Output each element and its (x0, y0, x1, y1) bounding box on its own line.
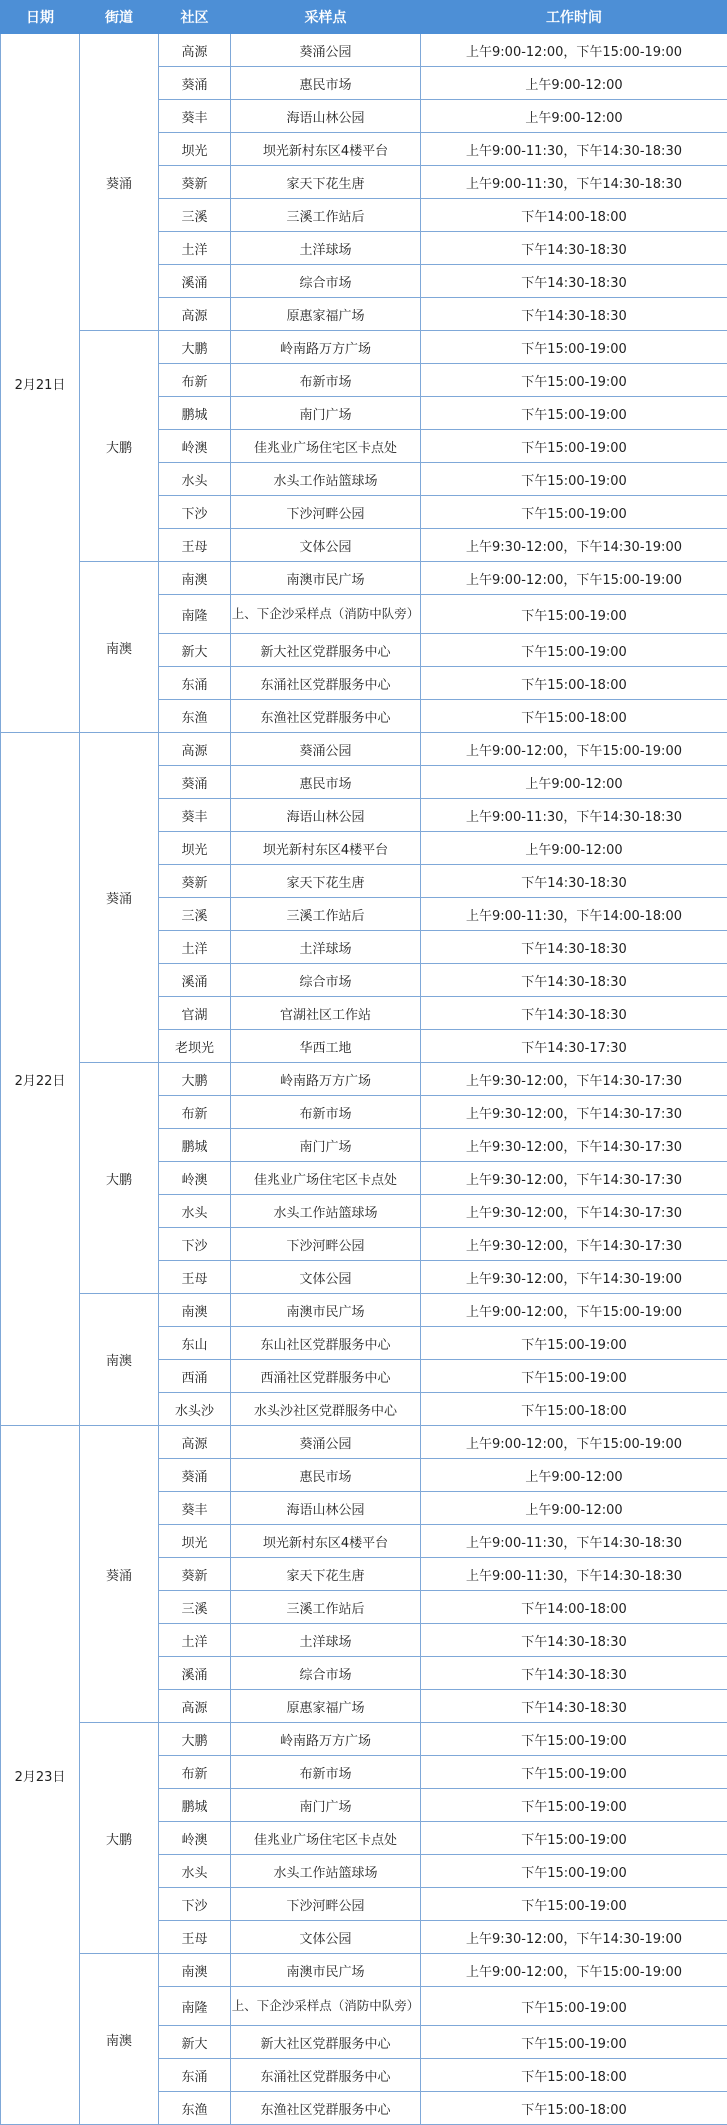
time-cell: 上午9:00-12:00，下午15:00-19:00 (421, 1954, 727, 1987)
time-cell: 下午15:00-19:00 (421, 1723, 727, 1756)
time-cell: 上午9:00-12:00 (421, 100, 727, 133)
time-cell: 下午15:00-19:00 (421, 1789, 727, 1822)
community-cell: 水头 (159, 1855, 231, 1888)
time-cell: 上午9:30-12:00，下午14:30-17:30 (421, 1162, 727, 1195)
site-cell: 岭南路万方广场 (231, 1063, 421, 1096)
community-cell: 南隆 (159, 1987, 231, 2026)
community-cell: 下沙 (159, 496, 231, 529)
community-cell: 葵新 (159, 865, 231, 898)
community-cell: 土洋 (159, 232, 231, 265)
header-site: 采样点 (231, 1, 421, 34)
community-cell: 葵涌 (159, 1459, 231, 1492)
street-cell: 南澳 (80, 562, 159, 733)
community-cell: 高源 (159, 34, 231, 67)
community-cell: 葵新 (159, 1558, 231, 1591)
time-cell: 上午9:00-11:30，下午14:30-18:30 (421, 799, 727, 832)
site-cell: 坝光新村东区4楼平台 (231, 832, 421, 865)
time-cell: 上午9:00-11:30，下午14:30-18:30 (421, 1525, 727, 1558)
street-cell: 大鹏 (80, 1723, 159, 1954)
community-cell: 三溪 (159, 898, 231, 931)
table-row (1, 1426, 727, 1459)
community-cell: 岭澳 (159, 1162, 231, 1195)
time-cell: 下午15:00-19:00 (421, 1987, 727, 2026)
community-cell: 南澳 (159, 562, 231, 595)
time-cell: 下午15:00-19:00 (421, 1327, 727, 1360)
site-cell: 官湖社区工作站 (231, 997, 421, 1030)
site-cell: 土洋球场 (231, 931, 421, 964)
table-row (1, 1063, 727, 1096)
community-cell: 葵新 (159, 166, 231, 199)
time-cell: 下午15:00-19:00 (421, 463, 727, 496)
community-cell: 东涌 (159, 2059, 231, 2092)
site-cell: 海语山林公园 (231, 799, 421, 832)
time-cell: 下午15:00-19:00 (421, 397, 727, 430)
site-cell: 文体公园 (231, 529, 421, 562)
site-cell: 布新市场 (231, 1756, 421, 1789)
site-cell: 文体公园 (231, 1921, 421, 1954)
site-cell: 上、下企沙采样点（消防中队旁） (231, 595, 421, 634)
time-cell: 上午9:00-12:00，下午15:00-19:00 (421, 562, 727, 595)
time-cell: 下午15:00-19:00 (421, 496, 727, 529)
time-cell: 下午14:30-18:30 (421, 1657, 727, 1690)
site-cell: 南门广场 (231, 1789, 421, 1822)
date-cell: 2月21日 (1, 34, 80, 733)
community-cell: 南澳 (159, 1954, 231, 1987)
site-cell: 下沙河畔公园 (231, 1888, 421, 1921)
site-cell: 布新市场 (231, 364, 421, 397)
street-cell: 大鹏 (80, 1063, 159, 1294)
site-cell: 上、下企沙采样点（消防中队旁） (231, 1987, 421, 2026)
community-cell: 南澳 (159, 1294, 231, 1327)
time-cell: 下午14:30-18:30 (421, 997, 727, 1030)
table-row (1, 1723, 727, 1756)
community-cell: 土洋 (159, 931, 231, 964)
site-cell: 东涌社区党群服务中心 (231, 2059, 421, 2092)
time-cell: 下午15:00-19:00 (421, 595, 727, 634)
site-cell: 家天下花生唐 (231, 166, 421, 199)
time-cell: 下午14:30-18:30 (421, 265, 727, 298)
community-cell: 水头 (159, 463, 231, 496)
time-cell: 下午15:00-19:00 (421, 1822, 727, 1855)
time-cell: 下午14:30-18:30 (421, 865, 727, 898)
time-cell: 上午9:30-12:00，下午14:30-17:30 (421, 1096, 727, 1129)
community-cell: 溪涌 (159, 265, 231, 298)
community-cell: 葵涌 (159, 67, 231, 100)
site-cell: 南澳市民广场 (231, 1954, 421, 1987)
site-cell: 原惠家福广场 (231, 298, 421, 331)
community-cell: 高源 (159, 1690, 231, 1723)
community-cell: 鹏城 (159, 1129, 231, 1162)
time-cell: 下午14:30-18:30 (421, 232, 727, 265)
site-cell: 下沙河畔公园 (231, 1228, 421, 1261)
site-cell: 东渔社区党群服务中心 (231, 2092, 421, 2125)
site-cell: 坝光新村东区4楼平台 (231, 133, 421, 166)
site-cell: 下沙河畔公园 (231, 496, 421, 529)
site-cell: 家天下花生唐 (231, 865, 421, 898)
header-street: 街道 (80, 1, 159, 34)
community-cell: 溪涌 (159, 964, 231, 997)
time-cell: 上午9:00-11:30，下午14:30-18:30 (421, 1558, 727, 1591)
time-cell: 上午9:00-11:30，下午14:30-18:30 (421, 166, 727, 199)
time-cell: 下午15:00-19:00 (421, 634, 727, 667)
site-cell: 土洋球场 (231, 232, 421, 265)
site-cell: 新大社区党群服务中心 (231, 2026, 421, 2059)
community-cell: 三溪 (159, 199, 231, 232)
community-cell: 东山 (159, 1327, 231, 1360)
site-cell: 南澳市民广场 (231, 1294, 421, 1327)
community-cell: 王母 (159, 1261, 231, 1294)
community-cell: 大鹏 (159, 1723, 231, 1756)
community-cell: 坝光 (159, 133, 231, 166)
community-cell: 官湖 (159, 997, 231, 1030)
community-cell: 大鹏 (159, 331, 231, 364)
site-cell: 惠民市场 (231, 67, 421, 100)
time-cell: 上午9:30-12:00，下午14:30-17:30 (421, 1228, 727, 1261)
site-cell: 南澳市民广场 (231, 562, 421, 595)
site-cell: 三溪工作站后 (231, 199, 421, 232)
time-cell: 下午15:00-19:00 (421, 1888, 727, 1921)
time-cell: 上午9:00-12:00 (421, 1459, 727, 1492)
time-cell: 上午9:00-12:00，下午15:00-19:00 (421, 34, 727, 67)
time-cell: 上午9:00-12:00，下午15:00-19:00 (421, 1426, 727, 1459)
community-cell: 东渔 (159, 2092, 231, 2125)
time-cell: 下午15:00-18:00 (421, 700, 727, 733)
community-cell: 王母 (159, 529, 231, 562)
site-cell: 原惠家福广场 (231, 1690, 421, 1723)
table-row (1, 34, 727, 67)
site-cell: 水头工作站篮球场 (231, 1855, 421, 1888)
street-cell: 南澳 (80, 1954, 159, 2125)
time-cell: 下午14:30-17:30 (421, 1030, 727, 1063)
time-cell: 上午9:30-12:00，下午14:30-17:30 (421, 1063, 727, 1096)
community-cell: 布新 (159, 1756, 231, 1789)
time-cell: 下午14:00-18:00 (421, 199, 727, 232)
site-cell: 三溪工作站后 (231, 1591, 421, 1624)
time-cell: 下午14:30-18:30 (421, 298, 727, 331)
community-cell: 岭澳 (159, 1822, 231, 1855)
community-cell: 溪涌 (159, 1657, 231, 1690)
community-cell: 布新 (159, 364, 231, 397)
table-row (1, 1954, 727, 1987)
site-cell: 海语山林公园 (231, 1492, 421, 1525)
time-cell: 下午15:00-19:00 (421, 430, 727, 463)
time-cell: 下午15:00-19:00 (421, 1756, 727, 1789)
site-cell: 三溪工作站后 (231, 898, 421, 931)
community-cell: 葵丰 (159, 100, 231, 133)
time-cell: 下午14:30-18:30 (421, 1624, 727, 1657)
site-cell: 坝光新村东区4楼平台 (231, 1525, 421, 1558)
community-cell: 下沙 (159, 1228, 231, 1261)
site-cell: 文体公园 (231, 1261, 421, 1294)
time-cell: 上午9:00-12:00 (421, 1492, 727, 1525)
site-cell: 惠民市场 (231, 766, 421, 799)
time-cell: 下午14:30-18:30 (421, 931, 727, 964)
site-cell: 综合市场 (231, 265, 421, 298)
community-cell: 西涌 (159, 1360, 231, 1393)
time-cell: 上午9:30-12:00，下午14:30-19:00 (421, 1261, 727, 1294)
site-cell: 佳兆业广场住宅区卡点处 (231, 430, 421, 463)
time-cell: 下午15:00-19:00 (421, 2026, 727, 2059)
time-cell: 上午9:30-12:00，下午14:30-19:00 (421, 529, 727, 562)
site-cell: 海语山林公园 (231, 100, 421, 133)
community-cell: 东涌 (159, 667, 231, 700)
community-cell: 高源 (159, 733, 231, 766)
table-header (1, 1, 727, 34)
site-cell: 水头沙社区党群服务中心 (231, 1393, 421, 1426)
time-cell: 下午15:00-19:00 (421, 1855, 727, 1888)
table-row (1, 733, 727, 766)
time-cell: 下午14:30-18:30 (421, 964, 727, 997)
site-cell: 土洋球场 (231, 1624, 421, 1657)
community-cell: 岭澳 (159, 430, 231, 463)
header-community: 社区 (159, 1, 231, 34)
site-cell: 综合市场 (231, 1657, 421, 1690)
community-cell: 大鹏 (159, 1063, 231, 1096)
time-cell: 上午9:00-11:30，下午14:00-18:00 (421, 898, 727, 931)
date-cell: 2月22日 (1, 733, 80, 1426)
community-cell: 坝光 (159, 1525, 231, 1558)
community-cell: 葵丰 (159, 799, 231, 832)
table-row (1, 1294, 727, 1327)
site-cell: 水头工作站篮球场 (231, 463, 421, 496)
community-cell: 坝光 (159, 832, 231, 865)
table-body (1, 34, 727, 2125)
site-cell: 南门广场 (231, 1129, 421, 1162)
time-cell: 下午14:00-18:00 (421, 1591, 727, 1624)
community-cell: 水头 (159, 1195, 231, 1228)
community-cell: 南隆 (159, 595, 231, 634)
street-cell: 葵涌 (80, 34, 159, 331)
time-cell: 上午9:00-12:00 (421, 67, 727, 100)
time-cell: 上午9:00-12:00 (421, 766, 727, 799)
street-cell: 大鹏 (80, 331, 159, 562)
street-cell: 葵涌 (80, 1426, 159, 1723)
site-cell: 东涌社区党群服务中心 (231, 667, 421, 700)
site-cell: 综合市场 (231, 964, 421, 997)
time-cell: 下午15:00-18:00 (421, 667, 727, 700)
community-cell: 高源 (159, 1426, 231, 1459)
site-cell: 惠民市场 (231, 1459, 421, 1492)
site-cell: 岭南路万方广场 (231, 1723, 421, 1756)
site-cell: 东渔社区党群服务中心 (231, 700, 421, 733)
time-cell: 下午15:00-18:00 (421, 1393, 727, 1426)
street-cell: 葵涌 (80, 733, 159, 1063)
community-cell: 葵涌 (159, 766, 231, 799)
time-cell: 下午15:00-18:00 (421, 2092, 727, 2125)
site-cell: 西涌社区党群服务中心 (231, 1360, 421, 1393)
site-cell: 新大社区党群服务中心 (231, 634, 421, 667)
time-cell: 上午9:30-12:00，下午14:30-17:30 (421, 1195, 727, 1228)
community-cell: 鹏城 (159, 1789, 231, 1822)
time-cell: 下午14:30-18:30 (421, 1690, 727, 1723)
time-cell: 下午15:00-19:00 (421, 331, 727, 364)
site-cell: 南门广场 (231, 397, 421, 430)
time-cell: 下午15:00-19:00 (421, 364, 727, 397)
site-cell: 水头工作站篮球场 (231, 1195, 421, 1228)
header-row (1, 1, 727, 34)
time-cell: 下午15:00-19:00 (421, 1360, 727, 1393)
street-cell: 南澳 (80, 1294, 159, 1426)
community-cell: 葵丰 (159, 1492, 231, 1525)
site-cell: 葵涌公园 (231, 733, 421, 766)
community-cell: 新大 (159, 634, 231, 667)
time-cell: 上午9:00-11:30，下午14:30-18:30 (421, 133, 727, 166)
date-cell: 2月23日 (1, 1426, 80, 2125)
site-cell: 佳兆业广场住宅区卡点处 (231, 1822, 421, 1855)
header-date: 日期 (1, 1, 80, 34)
time-cell: 上午9:30-12:00，下午14:30-19:00 (421, 1921, 727, 1954)
table-row (1, 562, 727, 595)
time-cell: 下午15:00-18:00 (421, 2059, 727, 2092)
site-cell: 华西工地 (231, 1030, 421, 1063)
community-cell: 土洋 (159, 1624, 231, 1657)
community-cell: 水头沙 (159, 1393, 231, 1426)
community-cell: 鹏城 (159, 397, 231, 430)
site-cell: 葵涌公园 (231, 34, 421, 67)
community-cell: 下沙 (159, 1888, 231, 1921)
community-cell: 东渔 (159, 700, 231, 733)
site-cell: 家天下花生唐 (231, 1558, 421, 1591)
community-cell: 高源 (159, 298, 231, 331)
site-cell: 葵涌公园 (231, 1426, 421, 1459)
site-cell: 东山社区党群服务中心 (231, 1327, 421, 1360)
table-row (1, 331, 727, 364)
site-cell: 布新市场 (231, 1096, 421, 1129)
community-cell: 王母 (159, 1921, 231, 1954)
community-cell: 新大 (159, 2026, 231, 2059)
community-cell: 老坝光 (159, 1030, 231, 1063)
time-cell: 上午9:00-12:00 (421, 832, 727, 865)
site-cell: 佳兆业广场住宅区卡点处 (231, 1162, 421, 1195)
time-cell: 上午9:00-12:00，下午15:00-19:00 (421, 733, 727, 766)
community-cell: 三溪 (159, 1591, 231, 1624)
header-time: 工作时间 (421, 1, 727, 34)
site-cell: 岭南路万方广场 (231, 331, 421, 364)
time-cell: 上午9:30-12:00，下午14:30-17:30 (421, 1129, 727, 1162)
community-cell: 布新 (159, 1096, 231, 1129)
time-cell: 上午9:00-12:00，下午15:00-19:00 (421, 1294, 727, 1327)
